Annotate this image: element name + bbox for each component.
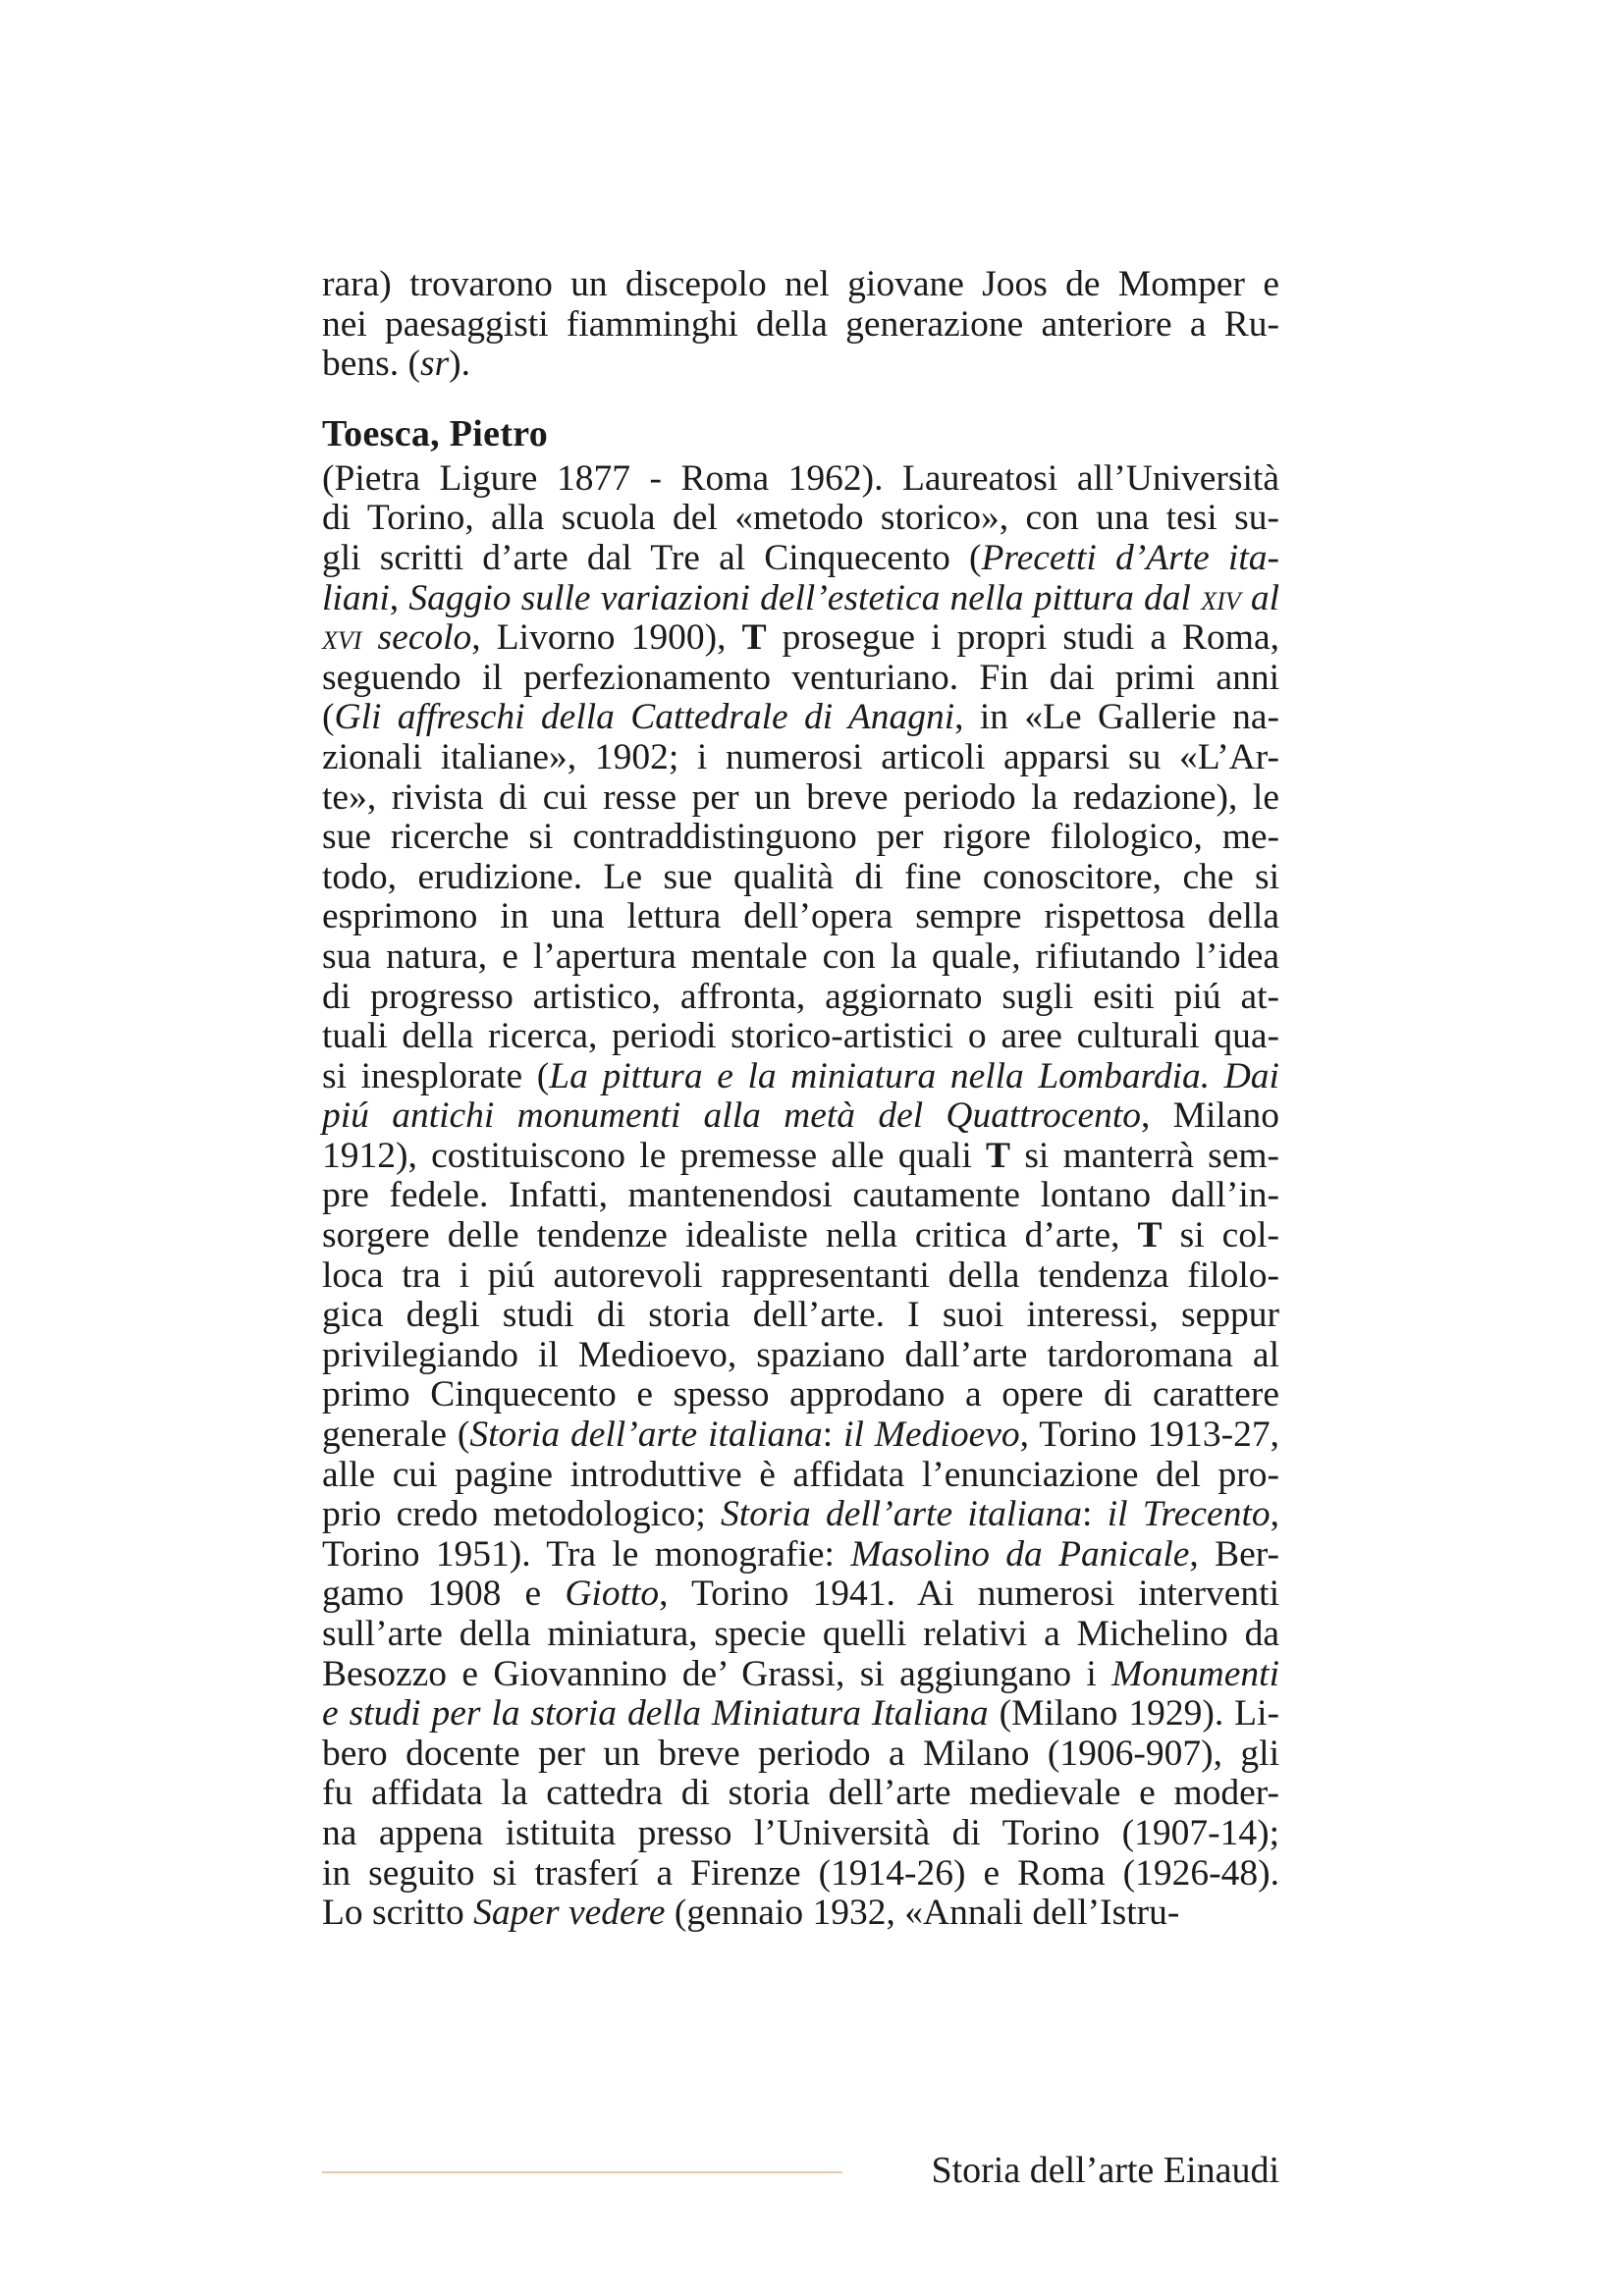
text-run: Saper vedere [473,1893,666,1934]
text-line [322,1057,1279,1097]
text-run: secolo [361,617,472,659]
text-run: prosegue i propri studi a Roma, [766,617,1279,659]
text-run: (Milano 1929). Li- [988,1693,1279,1735]
text-run: ( [322,697,335,738]
text-line [322,1296,1279,1336]
text-run: in seguito si trasferí a Firenze (1914-26) e Roma (1926-48). [322,1852,1279,1894]
text-run: il Medioevo [843,1415,1020,1456]
text-run: sua natura, e l’apertura mentale con la quale, rifiutando l’idea [322,935,1279,977]
text-line [322,539,1279,579]
text-run: , Torino 1941. Ai numerosi interventi [659,1574,1279,1615]
text-run: loca tra i piú autorevoli rappresentanti della tendenza filolo- [322,1255,1279,1296]
text-run: sr [419,344,450,385]
text-run: privilegiando il Medioevo, spaziano dall’arte tardoromana al [322,1334,1279,1375]
text-run: na appena istituita presso l’Università di Torino (1907-14); [322,1812,1279,1853]
text-line [322,698,1279,738]
text-line [322,818,1279,858]
text-run: esprimono in una lettura dell’opera sempre rispettosa della [322,896,1279,937]
text-line [322,1615,1279,1655]
text-run: al [1240,577,1279,618]
text-run: seguendo il perfezionamento venturiano. Fin dai primi anni [322,657,1279,698]
text-run: todo, erudizione. Le sue qualità di fine conoscitore, che si [322,856,1279,897]
text-line [322,1495,1279,1535]
text-run: La pittura e la miniatura nella Lombardia. Dai [549,1055,1279,1096]
footer-publication-title: Storia dell’arte Einaudi [931,2150,1279,2191]
text-run: Torino 1951). Tra le monografie: [322,1533,851,1575]
text-line [322,1655,1279,1695]
text-line [322,1256,1279,1297]
text-run: di Torino, alla scuola del «metodo storico», con una tesi su- [322,498,1279,539]
text-line [322,1017,1279,1057]
text-run: primo Cinquecento e spesso approdano a opere di carattere [322,1374,1279,1415]
text-run: Monumenti [1111,1653,1279,1694]
text-line [322,1774,1279,1814]
text-line [322,1535,1279,1575]
page-body [322,265,1279,1934]
text-line [322,897,1279,937]
text-run: Saggio sulle variazioni dell’estetica nella pittura dal [408,577,1202,618]
text-line [322,1375,1279,1415]
text-line [322,778,1279,819]
text-line [322,459,1279,500]
text-line [322,1735,1279,1775]
text-run: xvi [322,617,362,659]
text-line [322,937,1279,978]
text-run: , [1270,1494,1279,1535]
page-footer [322,2146,1279,2195]
text-line [322,1854,1279,1895]
text-run: si inesplorate ( [322,1055,550,1096]
text-run: gamo 1908 e [322,1574,566,1615]
entry-heading: Toesca, Pietro [322,412,549,454]
text-line [322,858,1279,898]
text-line [322,1456,1279,1496]
text-line [322,265,1279,305]
text-run: ). [449,344,471,385]
text-run: Besozzo e Giovannino de’ Grassi, si aggiungano i [322,1653,1112,1694]
text-run: Giotto [565,1574,660,1615]
text-run: pre fedele. Infatti, mantenendosi cautamente lontano dall’in- [322,1175,1279,1216]
text-run: tuali della ricerca, periodi storico-artistici o aree culturali qua- [322,1016,1279,1057]
footer-rule [322,2171,842,2173]
text-run: zionali italiane», 1902; i numerosi articoli apparsi su «L’Ar- [322,736,1279,777]
text-run: T [741,617,767,659]
intro-paragraph [322,265,1279,385]
text-run: T [986,1135,1011,1176]
text-run: (Pietra Ligure 1877 - Roma 1962). Laureatosi all’Università [322,457,1279,499]
text-run: nei paesaggisti fiamminghi della generazione anteriore a Ru- [322,303,1279,345]
text-run: sull’arte della miniatura, specie quelli relativi a Michelino da [322,1614,1279,1654]
text-run: , Torino 1913-27, [1019,1415,1279,1456]
text-run: : [822,1415,844,1456]
text-run: Storia dell’arte italiana [721,1494,1083,1535]
text-line [322,978,1279,1018]
text-run: , [389,577,409,618]
text-run: e studi per la storia della Miniatura Italiana [322,1693,989,1735]
text-run: di progresso artistico, affronta, aggiornato sugli esiti piú at- [322,976,1279,1017]
text-run: liani [322,577,390,618]
text-run: te», rivista di cui resse per un breve periodo la redazione), le [322,776,1279,818]
text-line [322,659,1279,699]
text-run: si manterrà sem- [1010,1135,1280,1176]
text-run: fu affidata la cattedra di storia dell’arte medievale e moder- [322,1773,1279,1814]
text-run: , in «Le Gallerie na- [954,697,1279,738]
text-run: Masolino da Panicale [850,1533,1190,1575]
text-run: bens. ( [322,344,420,385]
text-line [322,1216,1279,1256]
text-run: T [1137,1215,1163,1256]
text-line [322,579,1279,619]
text-line [322,618,1279,659]
text-run: xiv [1201,577,1241,618]
text-line [322,738,1279,778]
text-line [322,1137,1279,1177]
text-run: , Milano [1141,1095,1279,1137]
text-line [322,345,1279,385]
text-line [322,1575,1279,1615]
text-run: bero docente per un breve periodo a Milano (1906-907), gli [322,1733,1279,1774]
text-run: rara) trovarono un discepolo nel giovane Joos de Momper e [322,264,1279,304]
entry-body [322,459,1279,1934]
text-line [322,1814,1279,1854]
text-run: gli scritti d’arte dal Tre al Cinquecento ( [322,537,982,578]
text-run: Gli affreschi della Cattedrale di Anagni [334,697,955,738]
text-line [322,305,1279,346]
text-run: piú antichi monumenti alla metà del Quattrocento [322,1095,1142,1137]
text-run: generale ( [322,1415,470,1456]
text-run: 1912), costituiscono le premesse alle quali [322,1135,987,1176]
text-run: gica degli studi di storia dell’arte. I suoi interessi, seppur [322,1295,1279,1336]
text-run: Storia dell’arte italiana [469,1415,823,1456]
text-run: alle cui pagine introduttive è affidata l’enunciazione del pro- [322,1454,1279,1495]
text-run: prio credo metodologico; [322,1494,722,1535]
text-run: Precetti d’Arte ita- [981,537,1279,578]
text-line [322,499,1279,539]
text-run: sorgere delle tendenze idealiste nella critica d’arte, [322,1215,1138,1256]
text-run: Lo scritto [322,1893,474,1934]
text-line [322,1096,1279,1137]
text-line [322,1694,1279,1735]
text-line [322,1894,1279,1934]
text-run: (gennaio 1932, «Annali dell’Istru- [665,1893,1180,1934]
text-line [322,1176,1279,1216]
text-run: , Ber- [1189,1533,1280,1575]
text-run: il Trecento [1107,1494,1271,1535]
text-run: si col- [1162,1215,1279,1256]
text-line [322,1336,1279,1376]
text-run: , Livorno 1900), [471,617,742,659]
text-line [322,1415,1279,1456]
text-run: sue ricerche si contraddistinguono per rigore filologico, me- [322,817,1279,858]
text-run: : [1082,1494,1108,1535]
